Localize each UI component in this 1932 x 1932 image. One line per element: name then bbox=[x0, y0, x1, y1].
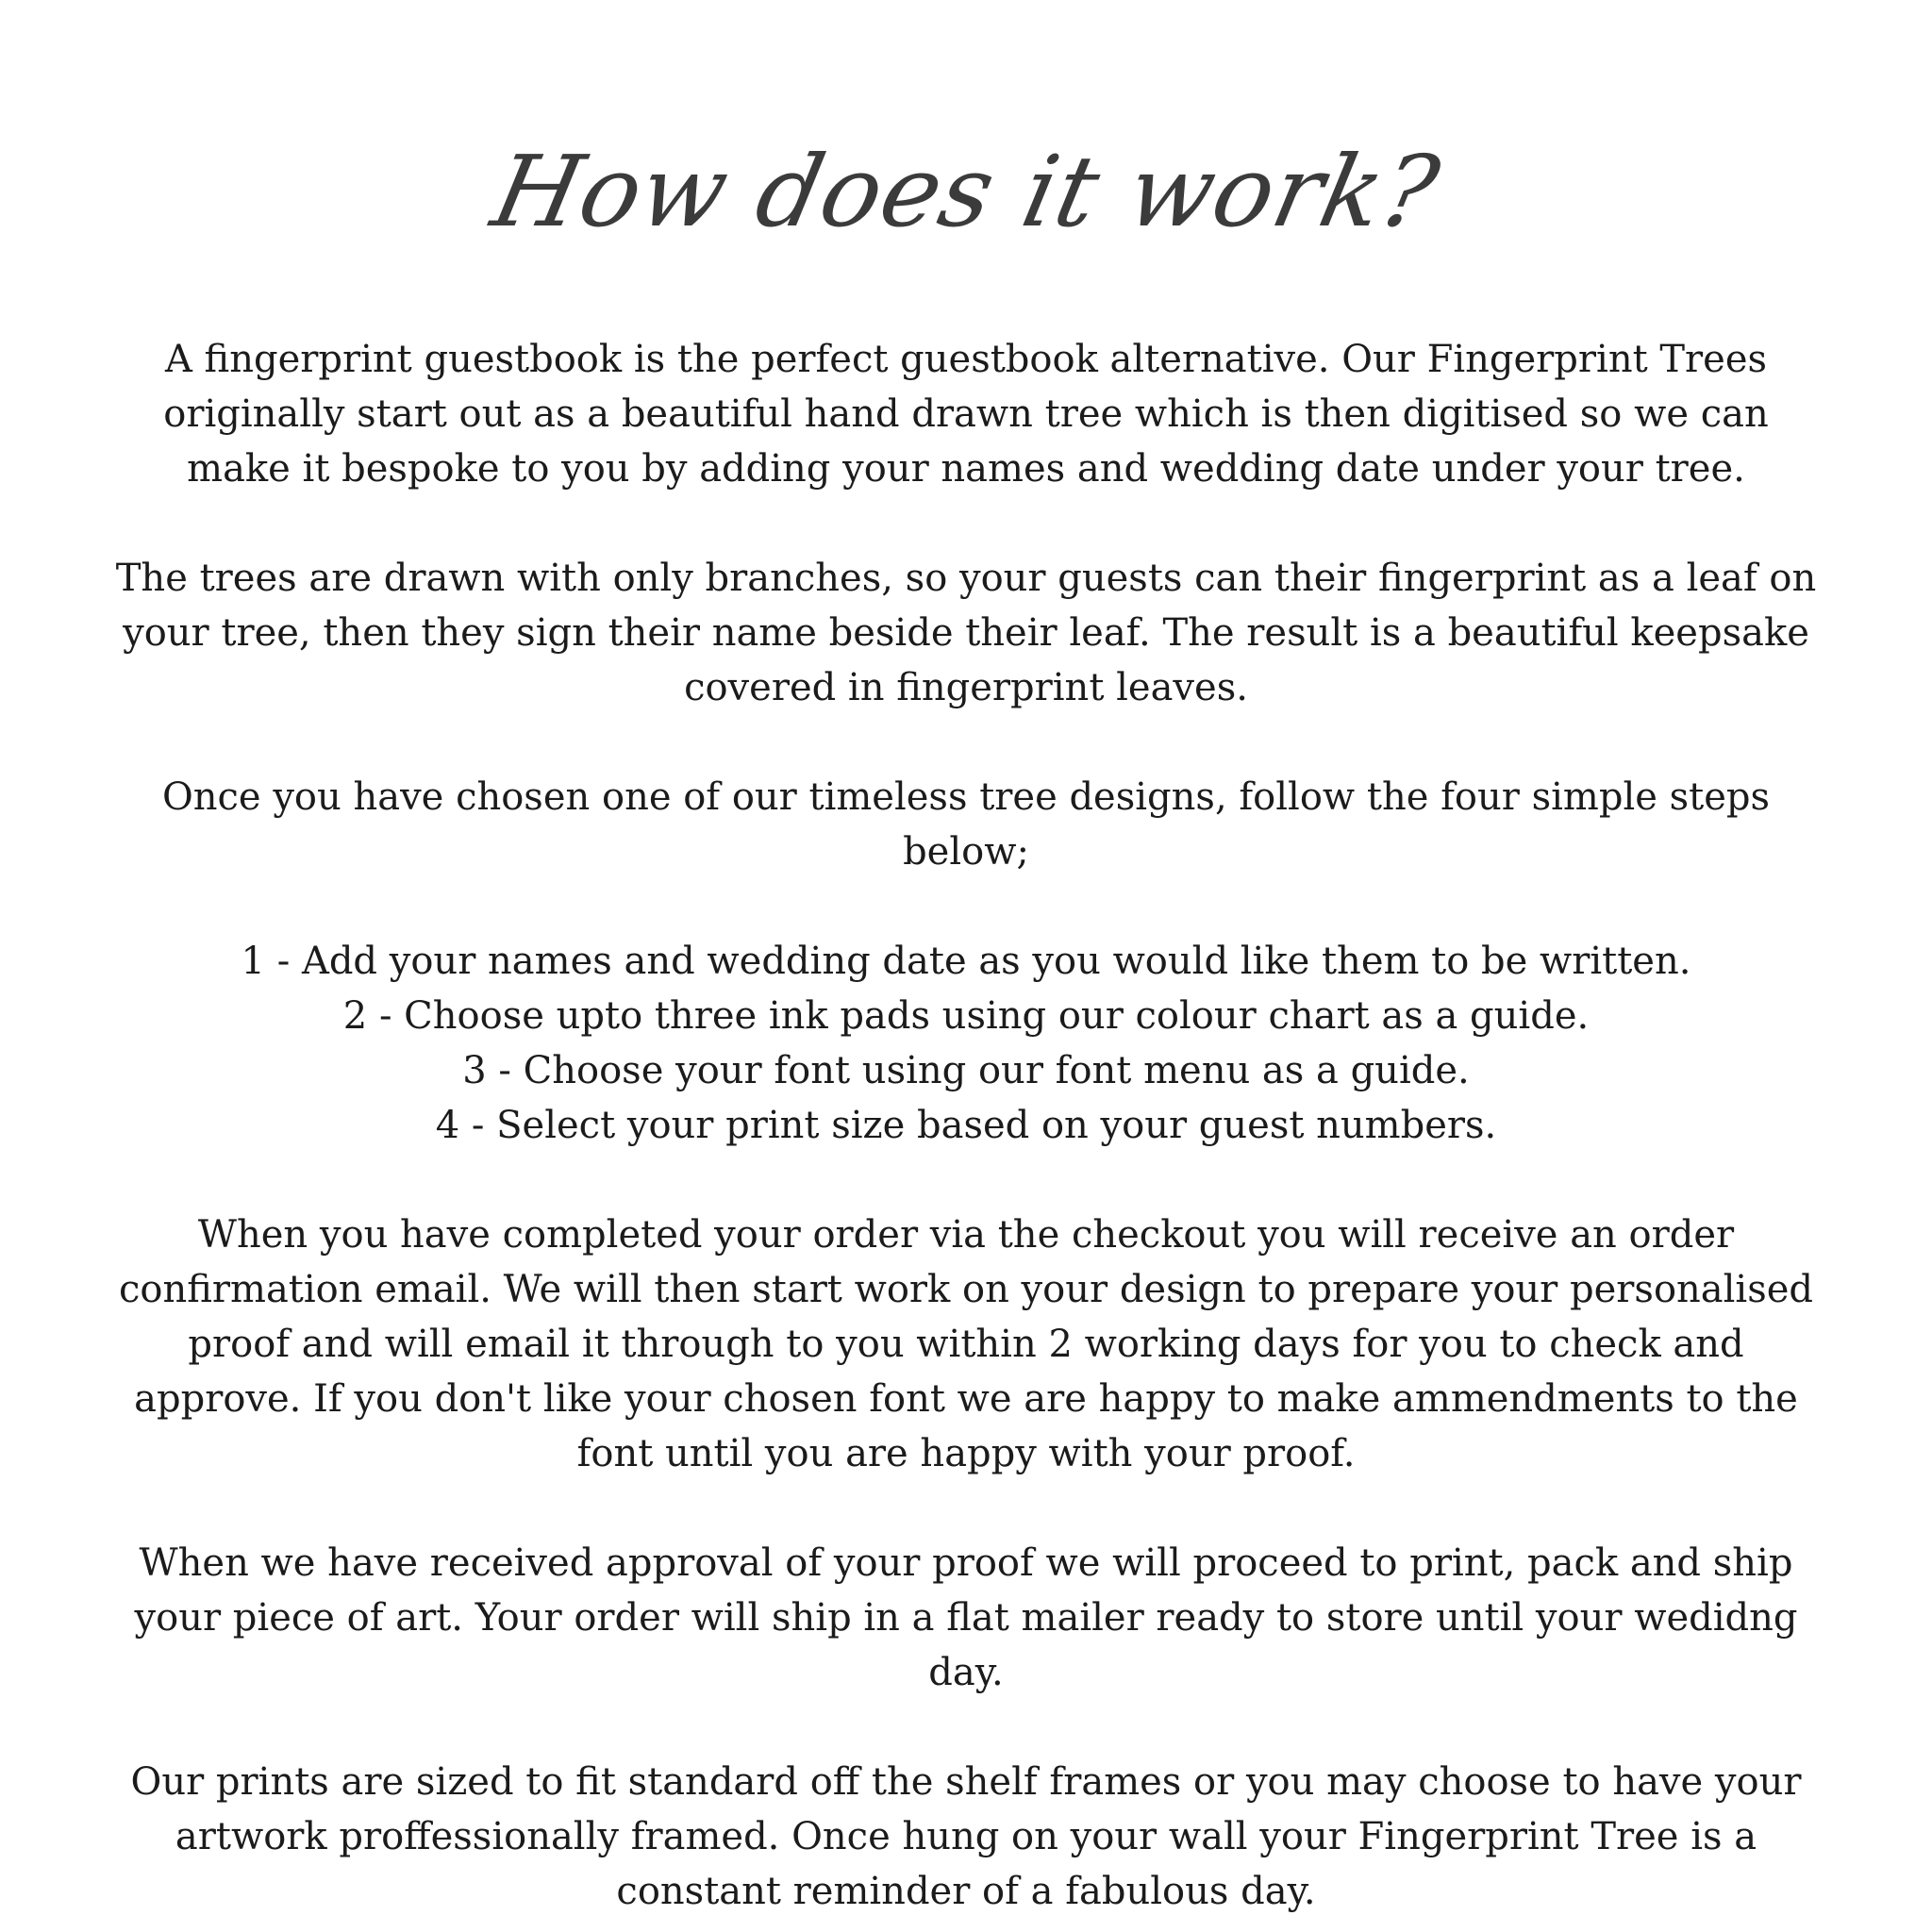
order-paragraph: When you have completed your order via the checkout you will receive an order confirmation email. We will then start work on your design to prepare your personalised proof and will email it through to you within 2 working days for you to check and approve. If you don't like your chosen font we are happy to make ammendments to the font until you are happy with your proof. bbox=[118, 1213, 1814, 1475]
steps-list bbox=[113, 934, 1819, 1153]
body-text bbox=[113, 332, 1819, 1919]
steps-intro-paragraph: Once you have chosen one of our timeless tree designs, follow the four simple steps below; bbox=[161, 775, 1771, 874]
step-item: 1 - Add your names and wedding date as you would like them to be written. bbox=[241, 940, 1691, 983]
paragraph-spacer bbox=[113, 1153, 1819, 1208]
framing-paragraph: Our prints are sized to fit standard off the shelf frames or you may choose to have your artwork proffessionally framed. Once hung on your wall your Fingerprint Tree is a constant reminder of a fabulous day. bbox=[130, 1760, 1802, 1913]
paragraph-spacer bbox=[113, 496, 1819, 551]
step-item: 2 - Choose upto three ink pads using our colour chart as a guide. bbox=[342, 994, 1590, 1038]
trees-paragraph: The trees are drawn with only branches, so your guests can their fingerprint as a leaf on your tree, then they sign their name beside their leaf. The result is a beautiful keepsake covered in fingerprint leaves. bbox=[115, 557, 1817, 709]
step-item: 3 - Choose your font using our font menu as a guide. bbox=[462, 1049, 1470, 1092]
intro-paragraph: A fingerprint guestbook is the perfect guestbook alternative. Our Fingerprint Trees originally start out as a beautiful hand drawn tree which is then digitised so we can make it bespoke to you by adding your names and wedding date under your tree. bbox=[163, 338, 1769, 491]
page-title: How does it work? bbox=[483, 134, 1449, 249]
paragraph-spacer bbox=[113, 879, 1819, 934]
paragraph-spacer bbox=[113, 715, 1819, 770]
paragraph-spacer bbox=[113, 1700, 1819, 1755]
paragraph-spacer bbox=[113, 1481, 1819, 1536]
step-item: 4 - Select your print size based on your guest numbers. bbox=[435, 1104, 1497, 1147]
shipping-paragraph: When we have received approval of your proof we will proceed to print, pack and ship your piece of art. Your order will ship in a flat mailer ready to store until your wedidng day. bbox=[134, 1541, 1798, 1694]
